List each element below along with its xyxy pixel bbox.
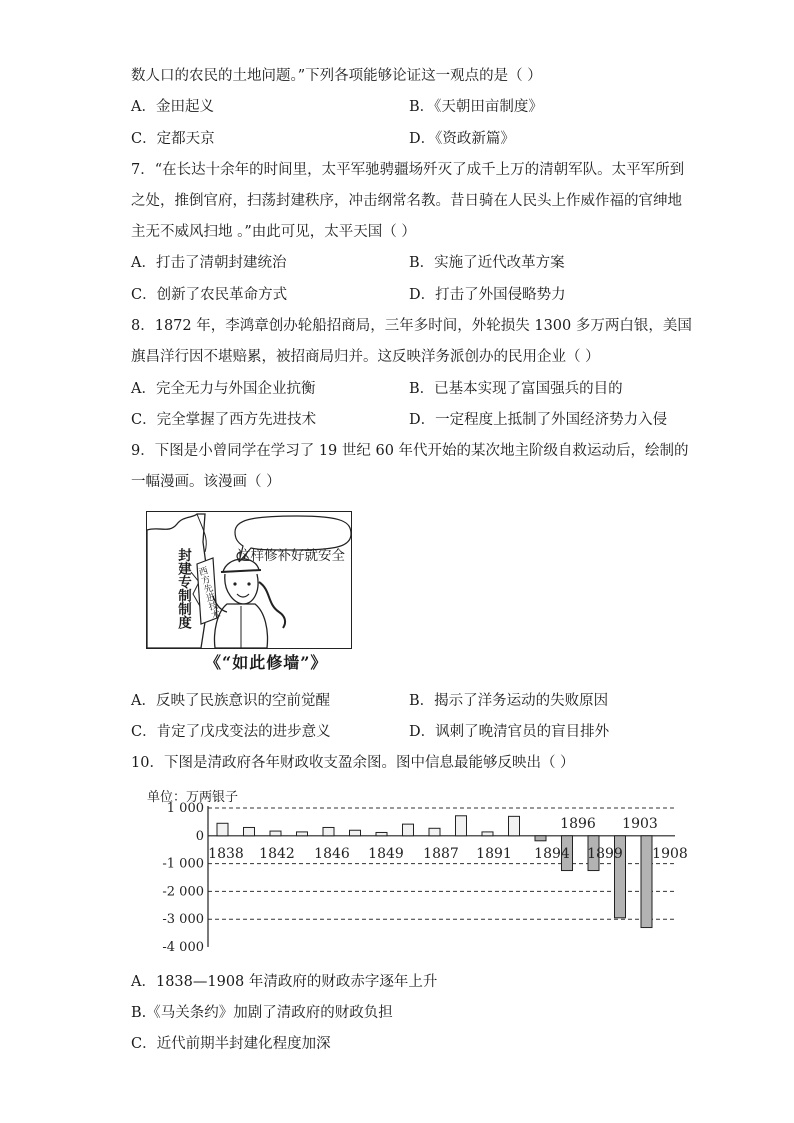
q8-option-c[interactable]: C．完全掌握了西方先进技术 <box>131 412 317 428</box>
q10-stem: 10．下图是清政府各年财政收支盈余图。图中信息最能够反映出（ ） <box>131 755 575 771</box>
cartoon-speech-text: 这样修补好就安全 <box>237 548 345 564</box>
y-tick-label: 1 000 <box>166 801 204 816</box>
chart-bar <box>429 828 440 836</box>
chart-bar <box>297 832 308 836</box>
q7-option-c[interactable]: C．创新了农民革命方式 <box>131 287 288 303</box>
x-tick-label: 1846 <box>314 845 350 862</box>
x-tick-label: 1896 <box>560 815 596 832</box>
chart-bar <box>350 830 361 836</box>
chart-bar <box>403 824 414 836</box>
x-tick-label: 1849 <box>368 845 404 862</box>
chart-bar <box>641 836 652 928</box>
q8-option-a[interactable]: A．完全无力与外国企业抗衡 <box>131 381 316 397</box>
y-tick-label: 0 <box>195 828 204 844</box>
x-tick-label: 1899 <box>587 845 623 862</box>
q9-option-a[interactable]: A．反映了民族意识的空前觉醒 <box>131 693 330 709</box>
x-tick-label: 1838 <box>208 845 244 862</box>
q6-option-c[interactable]: C．定都天京 <box>131 131 215 147</box>
q6-stem-tail: 数人口的农民的土地问题。”下列各项能够论证这一观点的是（ ） <box>131 68 542 84</box>
chart-bar <box>509 816 520 835</box>
q10-option-c[interactable]: C．近代前期半封建化程度加深 <box>131 1036 331 1052</box>
q7-stem-line1: 7．“在长达十余年的时间里，太平军驰骋疆场歼灭了成千上万的清朝军队。太平军所到 <box>131 162 685 178</box>
chart-bar <box>456 816 467 836</box>
chart-svg <box>140 782 700 957</box>
q9-option-c[interactable]: C．肯定了戊戌变法的进步意义 <box>131 724 331 740</box>
q7-option-b[interactable]: B．实施了近代改革方案 <box>409 255 565 271</box>
q6-option-b[interactable]: B．《天朝田亩制度》 <box>409 99 543 115</box>
chart-bar <box>482 832 493 836</box>
q8-option-d[interactable]: D．一定程度上抵制了外国经济势力入侵 <box>409 412 668 428</box>
q9-option-d[interactable]: D．讽刺了晚清官员的盲目排外 <box>409 724 610 740</box>
cartoon-patch-text: 西方先进技术 <box>195 565 221 621</box>
x-tick-label: 1891 <box>476 845 512 862</box>
y-tick-label: -4 000 <box>162 940 204 955</box>
x-tick-label: 1842 <box>259 845 295 862</box>
cartoon-caption: 《“如此修墙”》 <box>205 653 328 672</box>
q9-stem-line1: 9．下图是小曾同学在学习了 19 世纪 60 年代开始的某次地主阶级自救运动后，绘制的 <box>131 443 689 459</box>
q8-option-b[interactable]: B．已基本实现了富国强兵的目的 <box>409 381 623 397</box>
cartoon-wall-text: 封建专制制度 <box>175 548 191 629</box>
q9-stem-line2: 一幅漫画。该漫画（ ） <box>131 474 281 490</box>
chart-bar <box>244 827 255 835</box>
q7-option-a[interactable]: A．打击了清朝封建统治 <box>131 255 287 271</box>
q10-option-a[interactable]: A．1838—1908 年清政府的财政赤字逐年上升 <box>131 974 438 990</box>
chart-bar <box>376 832 387 835</box>
q6-option-a[interactable]: A．金田起义 <box>131 99 214 115</box>
chart-bar <box>270 831 281 836</box>
q9-option-b[interactable]: B．揭示了洋务运动的失败原因 <box>409 693 609 709</box>
q7-stem-line3: 主无不威风扫地 。”由此可见，太平天国（ ） <box>131 224 416 240</box>
chart-bar <box>323 827 334 835</box>
chart-bar <box>535 836 546 841</box>
x-tick-label: 1887 <box>423 845 459 862</box>
q8-stem-line2: 旗昌洋行因不堪赔累，被招商局归并。这反映洋务派创办的民用企业（ ） <box>131 349 600 365</box>
y-tick-label: -3 000 <box>162 912 204 928</box>
x-tick-label: 1908 <box>652 845 688 862</box>
q6-option-d[interactable]: D．《资政新篇》 <box>409 131 515 147</box>
q8-stem-line1: 8．1872 年，李鸿章创办轮船招商局，三年多时间，外轮损失 1300 多万两白银，美国 <box>131 318 692 334</box>
q10-option-b[interactable]: B.《马关条约》加剧了清政府的财政负担 <box>131 1005 393 1021</box>
chart-unit-label: 单位：万两银子 <box>147 790 239 805</box>
fiscal-balance-chart <box>140 782 700 957</box>
chart-bar <box>217 823 228 836</box>
x-tick-label: 1894 <box>534 845 570 862</box>
q7-option-d[interactable]: D．打击了外国侵略势力 <box>409 287 566 303</box>
x-tick-label: 1903 <box>622 815 658 832</box>
y-tick-label: -1 000 <box>162 856 204 872</box>
cartoon-image <box>146 511 352 649</box>
q7-stem-line2: 之处，推倒官府，扫荡封建秩序，冲击纲常名教。昔日骑在人民头上作威作福的官绅地 <box>131 193 682 209</box>
y-tick-label: -2 000 <box>162 884 204 900</box>
